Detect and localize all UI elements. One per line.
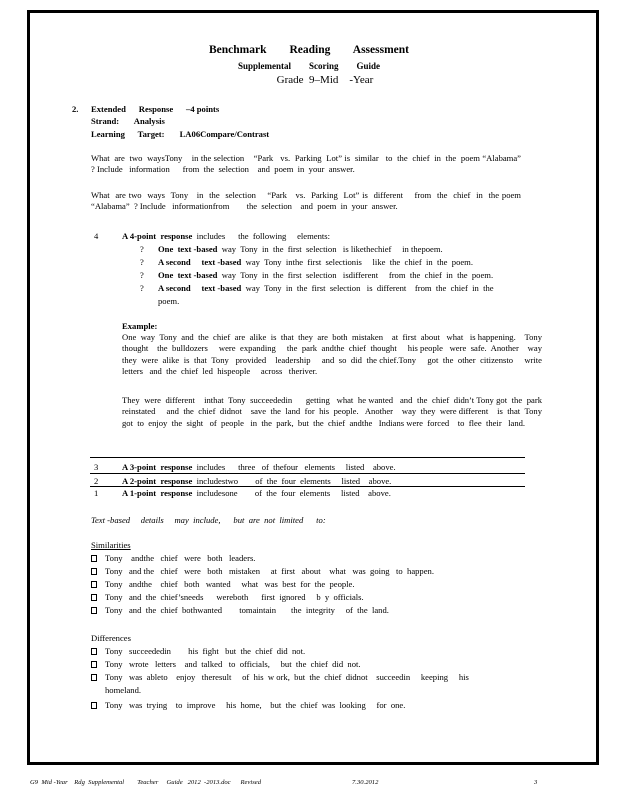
document-title: Benchmark Reading Assessment [209,44,409,56]
details-note: Text -based details may include, but are not limited to: [91,515,326,525]
score-2-number: 2 [94,476,99,486]
example-label: Example: [122,321,158,331]
similarity-item [91,604,389,616]
element-4 [140,282,494,294]
element-4-continued-text: poem. [158,296,180,306]
difference-item-text: Tony was trying to improve his home, but the chief was looking for one. [105,700,406,710]
similarity-item [91,552,255,564]
element-4-continued [158,295,179,307]
difference-item [91,658,361,670]
score-3-rest: includes three of thefour elements listed above. [192,462,396,472]
element-2-bold: A second text -based [158,257,242,267]
difference-item-text: Tony succeededin his fight but the chief did not. [105,646,306,656]
checkbox-icon [91,648,97,655]
element-3-mark: ? [140,270,144,280]
element-4-mark: ? [140,283,144,293]
difference-item [91,699,405,711]
element-4-text: way Tony in the first selection is different from the chief in the [241,283,494,293]
item-type [91,103,219,115]
difference-item [91,671,469,683]
element-1-mark: ? [140,244,144,254]
similarity-item-text: Tony andthe chief both wanted what was best for the people. [105,579,355,589]
item-number: 2. [72,104,79,114]
score-4-number: 4 [94,231,99,241]
similarities-heading: Similarities [91,540,131,550]
difference-item-text: Tony wrote letters and talked to officials, but the chief did not. [105,659,361,669]
difference-item [91,645,305,657]
prompt-different: What are two ways Tony in the selection “Park vs. Parking Lot” is different from the chief in the poem “Alabama” ? Include informationfrom the selection and poem in your answer. [91,190,524,212]
score-4-lead [122,230,330,242]
score-1-number: 1 [94,488,99,498]
checkbox-icon [91,702,97,709]
example-paragraph-2: They were different inthat Tony succeededin getting what he wanted and the chief didn’t Tony got the park reinstated and the chief didnot save the land for his people. Another way they were different is that Tony got to enjoy the sight of people in the park, but the chief andthe Indians were forced to flee their land. [122,395,547,428]
item-type-label: Extended Response [91,104,174,114]
similarity-item-text: Tony andthe chief were both leaders. [105,553,256,563]
element-2-text: way Tony inthe first selectionis like the chief in the poem. [241,257,474,267]
difference-item-continued: homeland. [105,685,142,695]
score-3-number: 3 [94,462,99,472]
element-4-bold: A second text -based [158,283,242,293]
score-3-bold: A 3-point response [122,462,193,472]
target-value: LA06Compare/Contrast [179,129,270,139]
strand-value: Analysis [133,116,165,126]
footer-page-number: 3 [534,779,538,786]
element-1 [140,243,443,255]
score-divider-1 [90,473,525,474]
element-3-text: way Tony in the first selection isdifferent from the chief in the poem. [217,270,494,280]
score-2-bold: A 2-point response [122,476,193,486]
score-divider-top [90,457,525,458]
difference-item-text: Tony was ableto enjoy theresult of his w ork, but the chief didnot succeedin keeping his [105,672,469,682]
document-subtitle: Supplemental Scoring Guide [237,61,381,71]
score-1-rest: includesone of the four elements listed above. [192,488,391,498]
differences-heading: Differences [91,633,131,643]
score-4-lead-bold: A 4-point response [122,231,193,241]
learning-target [91,128,269,140]
similarity-item-text: Tony and the chief were both mistaken at first about what was going to happen. [105,566,434,576]
similarity-item-text: Tony and the chief bothwanted tomaintain the integrity of the land. [105,605,389,615]
strand-label: Strand: [91,116,120,126]
score-3-text [122,461,396,473]
element-2 [140,256,473,268]
prompt-similar: What are two waysTony in the selection “Park vs. Parking Lot” is similar to the chief in the poem “Alabama” ? Include information from the selection and poem in your answer. [91,153,528,175]
checkbox-icon [91,568,97,575]
grade-label: Grade 9–Mid -Year [276,74,374,86]
checkbox-icon [91,661,97,668]
checkbox-icon [91,555,97,562]
checkbox-icon [91,674,97,681]
element-3 [140,269,493,281]
footer-date: 7.30.2012 [352,779,379,786]
score-1-bold: A 1-point response [122,488,193,498]
similarity-item [91,578,355,590]
footer-filename: G9 Mid -Year Rdg Supplemental Teacher Guide 2012 -2013.doc Revised [30,779,261,786]
item-points: –4 points [186,104,220,114]
score-2-rest: includestwo of the four elements listed above. [192,476,392,486]
similarity-item-text: Tony and the chief’sneeds wereboth first ignored b y officials. [105,592,364,602]
score-1-text [122,487,391,499]
checkbox-icon [91,594,97,601]
score-4-lead-rest: includes the following elements: [192,231,330,241]
checkbox-icon [91,581,97,588]
similarity-item [91,565,434,577]
element-1-bold: One text -based [158,244,218,254]
element-3-bold: One text -based [158,270,218,280]
similarity-item [91,591,364,603]
checkbox-icon [91,607,97,614]
example-paragraph-1: One way Tony and the chief are alike is that they are both mistaken at first about what is happening. Tony thought the bulldozers were expanding the park andthe chief thought his people were safe. Another way they were alike is that Tony provided leadership and so did the chief.Tony got the other citizensto write letters and the chief led hispeople across theriver. [122,332,549,377]
target-label: Learning Target: [91,129,165,139]
element-2-mark: ? [140,257,144,267]
strand [91,115,165,127]
element-1-text: way Tony in the first selection is likethechief in thepoem. [217,244,443,254]
